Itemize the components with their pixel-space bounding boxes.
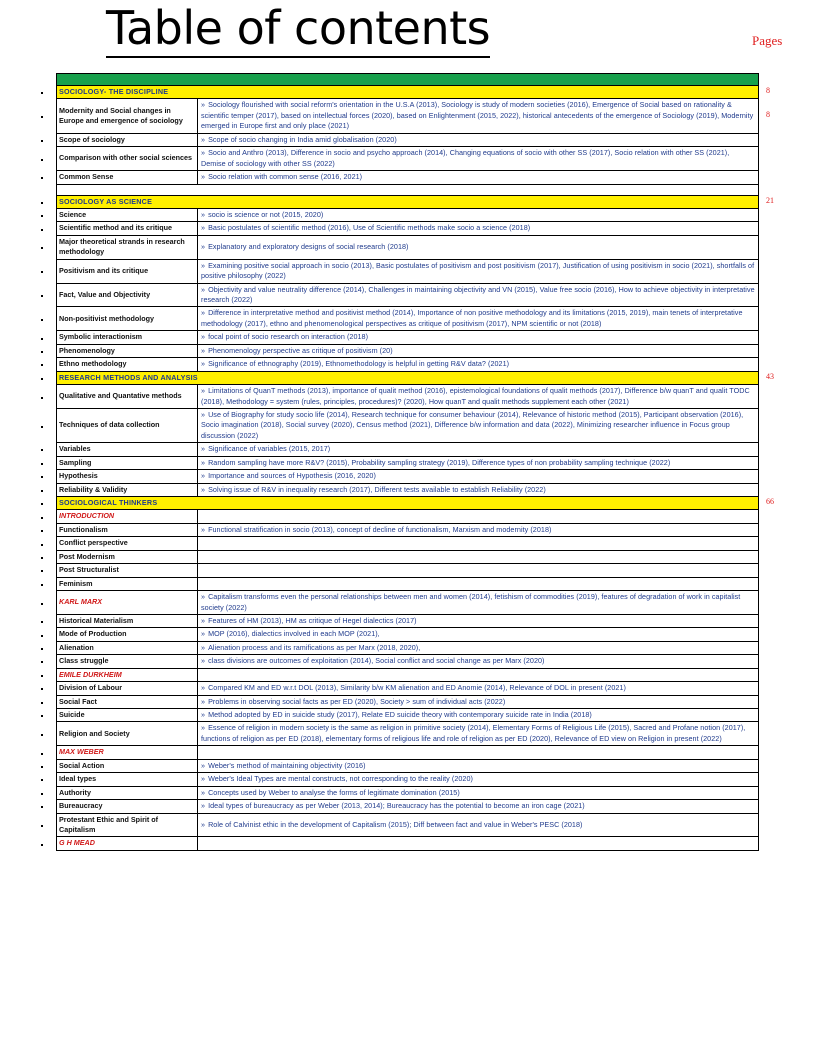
description-text: Random sampling have more R&V? (2015), Probability sampling strategy (2019), Difference types of non probability sampling technique (2022) (208, 457, 671, 467)
margin-dot (41, 557, 43, 559)
section-heading-row (57, 195, 759, 208)
margin-dot (41, 202, 43, 204)
description-cell (198, 655, 759, 668)
description-cell (198, 408, 759, 442)
toc-row (57, 259, 759, 283)
toc-row (57, 682, 759, 695)
toc-row (57, 222, 759, 235)
header-bar-cell (57, 74, 759, 86)
toc-row (57, 510, 759, 523)
description-text: Weber's method of maintaining objectivity (2016) (208, 760, 366, 770)
bullet-arrow-icon: » (201, 723, 206, 733)
bullet-arrow-icon: » (201, 172, 206, 182)
margin-dot (41, 378, 43, 380)
margin-dot (41, 844, 43, 846)
toc-row (57, 641, 759, 654)
toc-row (57, 550, 759, 563)
bullet-arrow-icon: » (201, 656, 206, 666)
toc-row (57, 235, 759, 259)
description-text: Socio relation with common sense (2016, 2021) (208, 172, 363, 182)
topic-cell: MAX WEBER (57, 746, 198, 759)
toc-row (57, 722, 759, 746)
toc-row (57, 628, 759, 641)
description-cell (198, 510, 759, 523)
bullet-arrow-icon: » (201, 524, 206, 534)
bullet-arrow-icon: » (201, 801, 206, 811)
bullet-arrow-icon: » (201, 223, 206, 233)
page-title: Table of contents (106, 0, 490, 58)
bullet-arrow-icon: » (201, 629, 206, 639)
description-cell (198, 133, 759, 146)
topic-cell: Hypothesis (57, 470, 198, 483)
description-cell (198, 628, 759, 641)
margin-dot (41, 503, 43, 505)
margin-dot (41, 688, 43, 690)
margin-dot (41, 779, 43, 781)
toc-row (57, 171, 759, 184)
description-text: Limitations of QuanT methods (2013), importance of qualit method (2016), epistemological foundations of qualit methods (2017), Difference b/w quanT and qualit TODC (2018), Methodology = system (rules, principles, procedures)? (2020), How quanT and qualit methods supplement each other (2021) (201, 386, 750, 406)
topic-cell: EMILE DURKHEIM (57, 668, 198, 681)
description-text: Use of Biography for study socio life (2014), Research technique for consumer behaviour (2014), Relevance of historic method (2015), Participant observation (2016), Socio imagination (2018), Social survey (2020), Census method (2021), Difference b/w information and data (2022), Minimizing researcher influence in Focus group discussion (2022) (201, 409, 744, 440)
description-cell (198, 668, 759, 681)
margin-dot (41, 426, 43, 428)
topic-cell: Post Modernism (57, 550, 198, 563)
margin-dot (41, 715, 43, 717)
toc-row (57, 695, 759, 708)
topic-cell: Conflict perspective (57, 537, 198, 550)
toc-row (57, 99, 759, 133)
description-text: MOP (2016), dialectics involved in each MOP (2021), (208, 629, 380, 639)
topic-cell: Fact, Value and Objectivity (57, 283, 198, 307)
page-number: 43 (766, 372, 774, 381)
margin-dot (41, 584, 43, 586)
bullet-arrow-icon: » (201, 615, 206, 625)
margin-dot (41, 215, 43, 217)
bullet-arrow-icon: » (201, 696, 206, 706)
toc-row (57, 470, 759, 483)
description-text: focal point of socio research on interaction (2018) (208, 332, 369, 342)
bullet-arrow-icon: » (201, 484, 206, 494)
bullet-arrow-icon: » (201, 308, 206, 318)
topic-cell: Suicide (57, 709, 198, 722)
bullet-arrow-icon: » (201, 134, 206, 144)
topic-cell: Alienation (57, 641, 198, 654)
bullet-arrow-icon: » (201, 457, 206, 467)
topic-cell: Scope of sociology (57, 133, 198, 146)
description-cell (198, 235, 759, 259)
spacer-cell (57, 184, 759, 195)
toc-row (57, 709, 759, 722)
topic-cell: Functionalism (57, 523, 198, 536)
toc-row (57, 614, 759, 627)
margin-dot (41, 490, 43, 492)
toc-row (57, 147, 759, 171)
topic-cell: Techniques of data collection (57, 408, 198, 442)
bullet-arrow-icon: » (201, 710, 206, 719)
bullet-arrow-icon: » (201, 760, 206, 770)
description-cell (198, 147, 759, 171)
description-cell (198, 682, 759, 695)
margin-dot (41, 635, 43, 637)
toc-row (57, 813, 759, 837)
description-cell (198, 259, 759, 283)
description-cell (198, 443, 759, 456)
section-heading: SOCIOLOGY- THE DISCIPLINE (57, 86, 759, 99)
description-text: socio is science or not (2015, 2020) (208, 209, 324, 219)
description-cell (198, 550, 759, 563)
description-text: Examining positive social approach in socio (2013), Basic postulates of positivism and post positivism (2017), Justification of using positivism in socio (2021), shortfalls of positive philosophy (2022) (201, 260, 755, 281)
description-text: Difference in interpretative method and positivist method (2014), Importance of non positive methodology and its limitations (2015, 2019), main tenets of interpretative methodology (2017), ethno and phenomenological perspectives as critique of positivism (2017), NPM scientific or not (2018) (201, 308, 743, 328)
topic-cell: Phenomenology (57, 344, 198, 357)
bullet-arrow-icon: » (201, 683, 206, 693)
topic-cell: Variables (57, 443, 198, 456)
toc-row (57, 483, 759, 496)
description-cell (198, 208, 759, 221)
pages-column-label: Pages (752, 33, 783, 48)
bullet-arrow-icon: » (201, 284, 206, 294)
description-text: Compared KM and ED w.r.t DOL (2013), Similarity b/w KM alienation and ED Anomie (2014), Relevance of DOL in present (2021) (208, 683, 626, 693)
toc-row (57, 408, 759, 442)
bullet-arrow-icon: » (201, 386, 206, 396)
topic-cell: Class struggle (57, 655, 198, 668)
description-text: Weber's Ideal Types are mental constructs, not corresponding to the reality (2020) (208, 774, 473, 784)
page-number: 8 (766, 86, 770, 95)
topic-cell: Bureaucracy (57, 800, 198, 813)
section-heading: RESEARCH METHODS AND ANALYSIS (57, 371, 759, 384)
description-text: Basic postulates of scientific method (2016), Use of Scientific methods make socio a science (2018) (208, 223, 531, 233)
toc-row (57, 456, 759, 469)
topic-cell: Major theoretical strands in research methodology (57, 235, 198, 259)
description-cell (198, 331, 759, 344)
description-cell (198, 171, 759, 184)
topic-cell: INTRODUCTION (57, 510, 198, 523)
margin-dot (41, 753, 43, 755)
description-text: Explanatory and exploratory designs of social research (2018) (208, 242, 409, 252)
toc-row (57, 773, 759, 786)
bullet-arrow-icon: » (201, 345, 206, 355)
description-text: Solving issue of R&V in inequality research (2017), Different tests available to establish Reliability (2022) (208, 484, 546, 494)
topic-cell: Social Action (57, 759, 198, 772)
description-text: Socio and Anthro (2013), Difference in socio and psycho approach (2014), Changing equations of socio with other SS (2017), Socio relation with other SS (2021), Demise of sociology with other SS (2022) (201, 148, 730, 168)
topic-cell: Comparison with other social sciences (57, 147, 198, 171)
bullet-arrow-icon: » (201, 409, 206, 419)
margin-dot (41, 702, 43, 704)
toc-row (57, 564, 759, 577)
description-text: Phenomenology perspective as critique of positivism (20) (208, 345, 393, 355)
description-text: Method adopted by ED in suicide study (2017), Relate ED suicide theory with contemporary suicide rate in India (2018) (208, 710, 592, 719)
margin-dot (41, 570, 43, 572)
topic-cell: Modernity and Social changes in Europe and emergence of sociology (57, 99, 198, 133)
description-cell (198, 837, 759, 850)
description-cell (198, 283, 759, 307)
description-text: Sociology flourished with social reform's orientation in the U.S.A (2013), Sociology is study of modern societies (2016), Emergence of Social based on rationality & scientific temper (2017), based on intellectual forces (2020), based on Enlightenment (2015, 2022), historical antecedents of the emergence of Sociology (2019), Modernity emerged in Europe first and only place (2021) (201, 100, 754, 131)
section-heading-row (57, 86, 759, 99)
margin-dot (41, 530, 43, 532)
description-text: Objectivity and value neutrality difference (2014), Challenges in maintaining objectivity and VN (2015), Value free socio (2016), How to achieve objectivity in interpretative research (2022) (201, 284, 755, 304)
topic-cell: Social Fact (57, 695, 198, 708)
description-cell (198, 358, 759, 371)
margin-dot (41, 364, 43, 366)
topic-cell: Post Structuralist (57, 564, 198, 577)
margin-dot (41, 351, 43, 353)
bullet-arrow-icon: » (201, 100, 206, 110)
toc-row (57, 523, 759, 536)
margin-dot (41, 603, 43, 605)
topic-cell: Mode of Production (57, 628, 198, 641)
description-text: Problems in observing social facts as per ED (2020), Society > sum of individual acts (2022) (208, 696, 506, 706)
margin-dot (41, 247, 43, 249)
bullet-arrow-icon: » (201, 359, 206, 369)
description-text: Concepts used by Weber to analyse the forms of legitimate domination (2015) (208, 787, 460, 797)
toc-row (57, 331, 759, 344)
topic-cell: Sampling (57, 456, 198, 469)
margin-dot (41, 476, 43, 478)
description-text: Alienation process and its ramifications as per Marx (2018, 2020), (208, 642, 421, 652)
margin-dot (41, 517, 43, 519)
section-heading-row (57, 497, 759, 510)
description-cell (198, 577, 759, 590)
margin-dot (41, 734, 43, 736)
page-number: 66 (766, 497, 774, 506)
description-cell (198, 773, 759, 786)
margin-dot (41, 621, 43, 623)
toc-row (57, 283, 759, 307)
bullet-arrow-icon: » (201, 787, 206, 797)
description-cell (198, 99, 759, 133)
description-text: Significance of ethnography (2019), Ethnomethodology is helpful in getting R&V data? (2021) (208, 359, 510, 369)
description-cell (198, 470, 759, 483)
topic-cell: Feminism (57, 577, 198, 590)
description-text: Capitalism transforms even the personal relationships between men and women (2014), fetishism of commodities (2019), features of degradation of work in capitalist society (2022) (201, 592, 741, 612)
bullet-arrow-icon: » (201, 148, 206, 158)
topic-cell: Authority (57, 786, 198, 799)
description-cell (198, 591, 759, 615)
topic-cell: Reliability & Validity (57, 483, 198, 496)
toc-row (57, 655, 759, 668)
description-text: Features of HM (2013), HM as critique of Hegel dialectics (2017) (208, 615, 417, 625)
bullet-arrow-icon: » (201, 819, 206, 829)
topic-cell: KARL MARX (57, 591, 198, 615)
margin-dot (41, 766, 43, 768)
bullet-arrow-icon: » (201, 444, 206, 454)
description-text: Significance of variables (2015, 2017) (208, 444, 331, 454)
description-text: Ideal types of bureaucracy as per Weber (2013, 2014); Bureaucracy has the potential to become an iron cage (2021) (208, 801, 585, 811)
description-text: Essence of religion in modern society is the same as religion in primitive society (2014), Elementary Forms of Religious Life (2015), Sacred and Profane notion (2017), functions of religion as per ED (2018), elementary forms of religious life and role of religion as per ED (2020), Relevance of ED view on Religion in present (2022) (201, 723, 746, 743)
margin-dot (41, 271, 43, 273)
toc-table (56, 73, 759, 851)
margin-dot (41, 140, 43, 142)
margin-dot (41, 116, 43, 118)
description-cell (198, 483, 759, 496)
toc-body (57, 74, 759, 851)
margin-dot (41, 793, 43, 795)
toc-row (57, 668, 759, 681)
description-cell (198, 695, 759, 708)
margin-dot (41, 675, 43, 677)
header-bar (57, 74, 759, 86)
page-number: 8 (766, 110, 770, 119)
bullet-arrow-icon: » (201, 260, 206, 270)
section-heading: SOCIOLOGY AS SCIENCE (57, 195, 759, 208)
toc-row (57, 133, 759, 146)
description-cell (198, 564, 759, 577)
topic-cell: Symbolic interactionism (57, 331, 198, 344)
description-cell (198, 344, 759, 357)
topic-cell: Non-positivist methodology (57, 307, 198, 331)
description-cell (198, 537, 759, 550)
margin-dot (41, 825, 43, 827)
margin-dot (41, 648, 43, 650)
margin-dot (41, 544, 43, 546)
margin-dot (41, 159, 43, 161)
margin-dot (41, 806, 43, 808)
description-cell (198, 800, 759, 813)
topic-cell: G H MEAD (57, 837, 198, 850)
bullet-arrow-icon: » (201, 774, 206, 784)
bullet-arrow-icon: » (201, 592, 206, 602)
margin-dot (41, 319, 43, 321)
margin-dot (41, 449, 43, 451)
toc-row (57, 307, 759, 331)
section-heading: SOCIOLOGICAL THINKERS (57, 497, 759, 510)
topic-cell: Historical Materialism (57, 614, 198, 627)
spacer-row (57, 184, 759, 195)
bullet-arrow-icon: » (201, 471, 206, 481)
topic-cell: Protestant Ethic and Spirit of Capitalism (57, 813, 198, 837)
margin-dot (41, 397, 43, 399)
topic-cell: Ethno methodology (57, 358, 198, 371)
toc-row (57, 344, 759, 357)
description-cell (198, 709, 759, 722)
topic-cell: Ideal types (57, 773, 198, 786)
topic-cell: Division of Labour (57, 682, 198, 695)
toc-row (57, 537, 759, 550)
toc-row (57, 208, 759, 221)
margin-dot (41, 229, 43, 231)
section-heading-row (57, 371, 759, 384)
topic-cell: Positivism and its critique (57, 259, 198, 283)
toc-row (57, 358, 759, 371)
toc-row (57, 746, 759, 759)
margin-dot (41, 177, 43, 179)
toc-row (57, 786, 759, 799)
topic-cell: Science (57, 208, 198, 221)
description-cell (198, 523, 759, 536)
topic-cell: Scientific method and its critique (57, 222, 198, 235)
toc-row (57, 591, 759, 615)
description-cell (198, 222, 759, 235)
description-text: class divisions are outcomes of exploitation (2014), Social conflict and social change as per Marx (2020) (208, 656, 545, 666)
description-cell (198, 759, 759, 772)
bullet-arrow-icon: » (201, 332, 206, 342)
bullet-arrow-icon: » (201, 642, 206, 652)
margin-dot (41, 338, 43, 340)
toc-row (57, 443, 759, 456)
description-text: Role of Calvinist ethic in the development of Capitalism (2015); Diff between fact and value in Weber's PESC (2018) (208, 819, 583, 829)
description-text: Functional stratification in socio (2013), concept of decline of functionalism, Marxism and modernity (2018) (208, 524, 552, 534)
toc-row (57, 577, 759, 590)
toc-row (57, 837, 759, 850)
toc-row (57, 800, 759, 813)
description-cell (198, 746, 759, 759)
bullet-arrow-icon: » (201, 242, 206, 252)
description-cell (198, 385, 759, 409)
page-number: 21 (766, 196, 774, 205)
margin-dot (41, 295, 43, 297)
description-text: Importance and sources of Hypothesis (2016, 2020) (208, 471, 376, 481)
topic-cell: Common Sense (57, 171, 198, 184)
margin-dot (41, 661, 43, 663)
margin-dot (41, 92, 43, 94)
description-cell (198, 456, 759, 469)
topic-cell: Religion and Society (57, 722, 198, 746)
description-cell (198, 307, 759, 331)
description-cell (198, 813, 759, 837)
description-cell (198, 641, 759, 654)
description-cell (198, 722, 759, 746)
margin-dot (41, 463, 43, 465)
description-cell (198, 786, 759, 799)
description-text: Scope of socio changing in India amid globalisation (2020) (208, 134, 397, 144)
bullet-arrow-icon: » (201, 209, 206, 219)
toc-row (57, 759, 759, 772)
description-cell (198, 614, 759, 627)
toc-row (57, 385, 759, 409)
topic-cell: Qualitative and Quantative methods (57, 385, 198, 409)
